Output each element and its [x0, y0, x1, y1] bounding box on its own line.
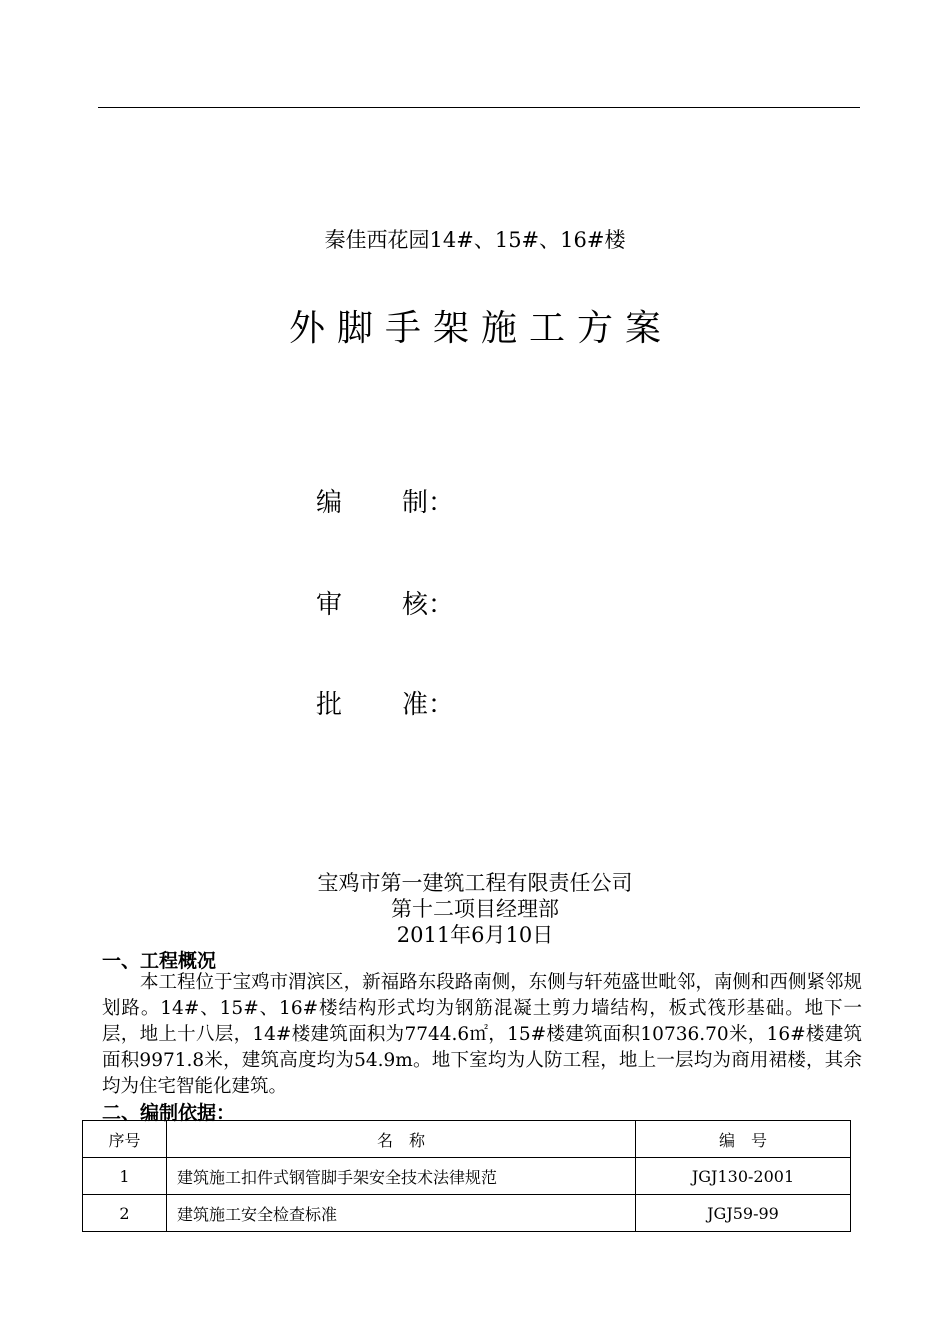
signature-approver — [316, 684, 454, 721]
table-cell: 建筑施工扣件式钢管脚手架安全技术法律规范 — [167, 1158, 636, 1195]
table-cell: JGJ59-99 — [636, 1195, 851, 1232]
basis-table — [82, 1120, 851, 1232]
table-row — [83, 1158, 851, 1195]
project-name: 秦佳西花园14#、15#、16#楼 — [324, 228, 626, 252]
company-block — [0, 870, 950, 948]
signature-label-first: 审 — [316, 590, 343, 620]
document-title: 外脚手架施工方案 — [288, 308, 673, 349]
table-cell: JGJ130-2001 — [636, 1158, 851, 1195]
overview-paragraph: 本工程位于宝鸡市渭滨区，新福路东段路南侧，东侧与轩苑盛世毗邻，南侧和西侧紧邻规划路。14#、15#、16#楼结构形式均为钢筋混凝土剪力墙结构，板式筏形基础。地下一层，地上十八层，14#楼建筑面积为7744.6㎡，15#楼建筑面积10736.70米，16#楼建筑面积9971.8米，建筑高度均为54.9m。地下室均为人防工程，地上一层均为商用裙楼，其余均为住宅智能化建筑。 — [102, 972, 862, 1097]
section-heading-overview: 一、工程概况 — [102, 950, 217, 972]
table-header-row — [83, 1121, 851, 1158]
company-name: 宝鸡市第一建筑工程有限责任公司 — [317, 871, 633, 895]
signature-compiler — [316, 482, 454, 519]
section-heading-basis: 二、编制依据： — [102, 1102, 236, 1124]
document-date: 2011年6月10日 — [396, 923, 554, 947]
table-cell: 1 — [83, 1158, 167, 1195]
signature-label-first: 批 — [316, 690, 343, 720]
table-header-cell: 名 称 — [167, 1121, 636, 1158]
table-cell: 建筑施工安全检查标准 — [167, 1195, 636, 1232]
table-row — [83, 1195, 851, 1232]
signature-reviewer — [316, 584, 454, 621]
header-rule — [98, 107, 860, 108]
signature-label-second: 准： — [402, 690, 455, 720]
department-name: 第十二项目经理部 — [391, 897, 559, 921]
signature-label-second: 制： — [402, 488, 455, 518]
table-header-cell: 序号 — [83, 1121, 167, 1158]
table-cell: 2 — [83, 1195, 167, 1232]
signature-label-first: 编 — [316, 488, 343, 518]
table-header-cell: 编 号 — [636, 1121, 851, 1158]
signature-label-second: 核： — [402, 590, 455, 620]
